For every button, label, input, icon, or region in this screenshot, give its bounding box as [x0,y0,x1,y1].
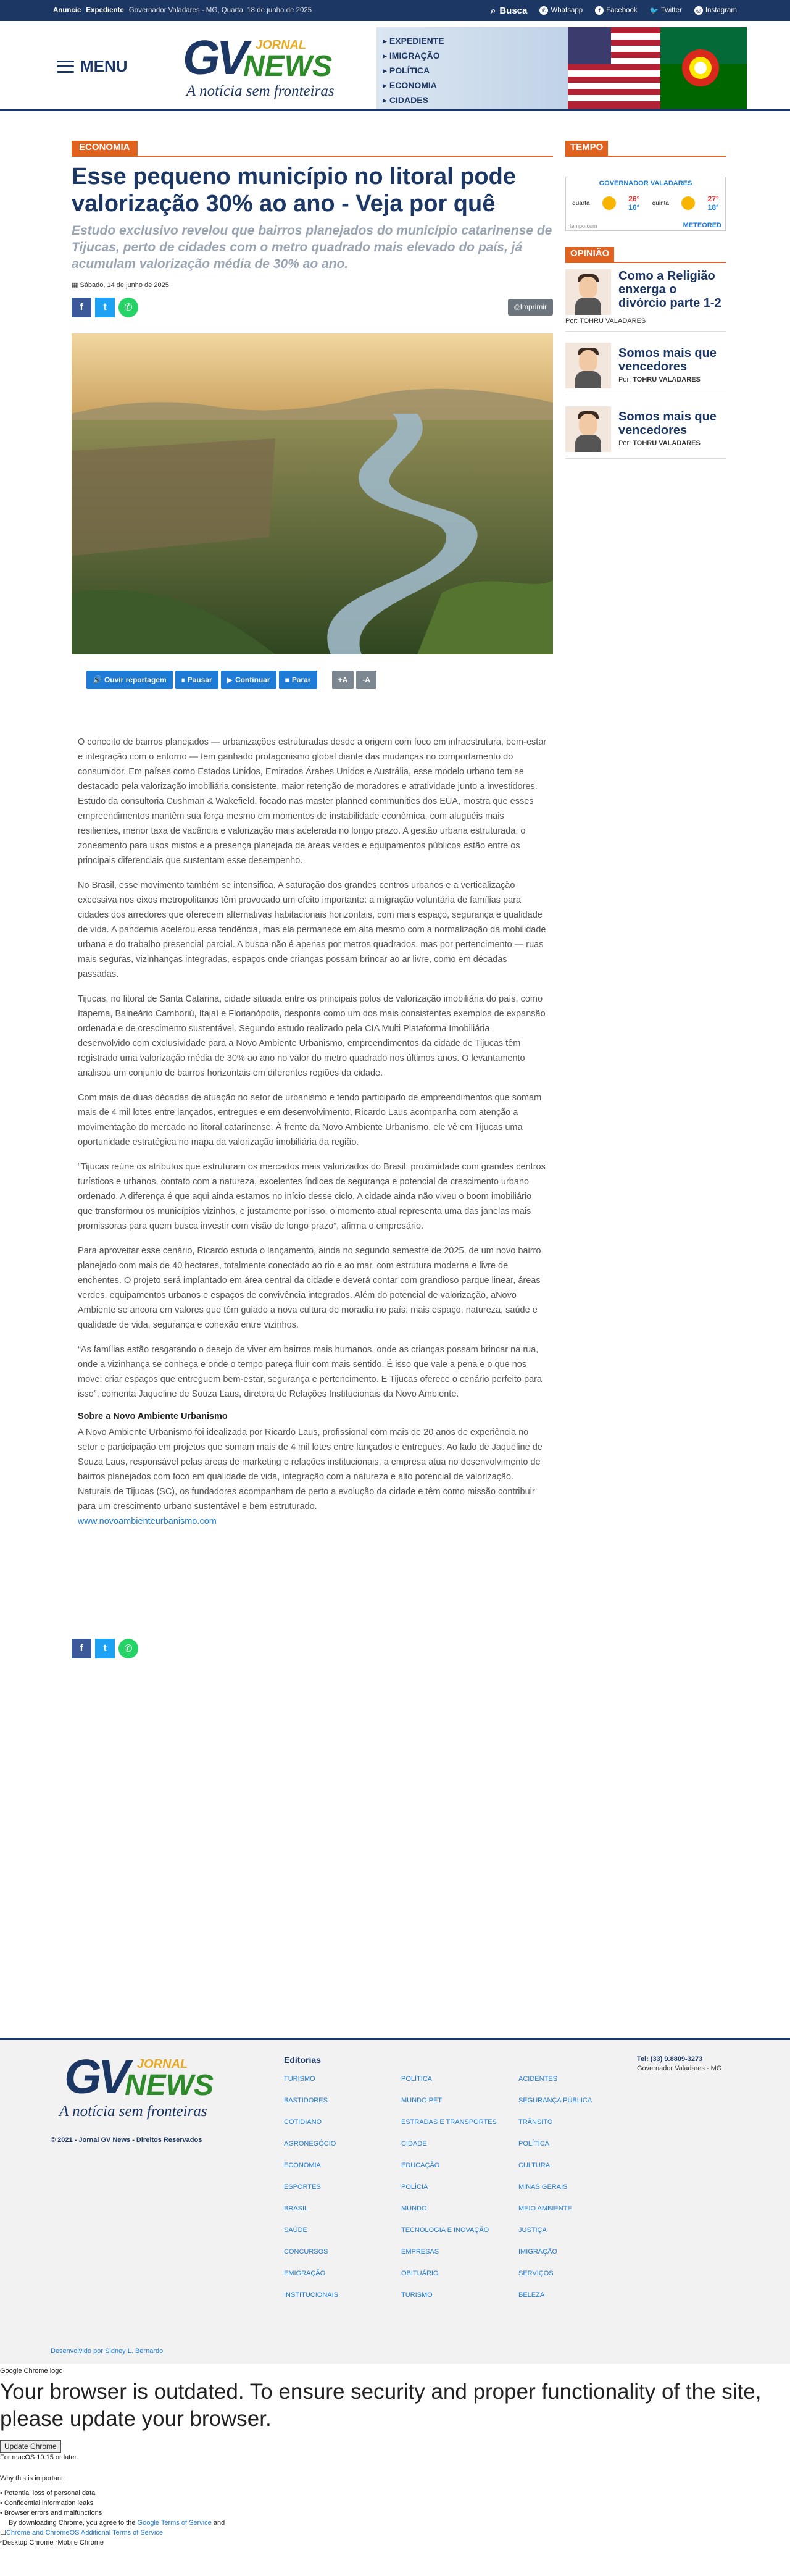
editoria-link[interactable]: AGRONEGÓCIO [284,2140,336,2147]
editorias-heading: Editorias [284,2055,321,2065]
whatsapp-icon: ✆ [124,1644,133,1654]
divider [565,458,726,459]
twitter-icon: t [103,1643,107,1654]
font-increase-button[interactable]: +A [332,671,354,689]
editoria-link[interactable]: CONCURSOS [284,2248,328,2256]
site-header [0,21,790,111]
editoria-link[interactable]: EDUCAÇÃO [401,2162,440,2169]
print-button[interactable]: ⎙Imprimir [508,299,553,316]
editoria-link[interactable]: BELEZA [518,2291,545,2299]
banner-link[interactable]: ▸ CIDADES [383,93,444,107]
opinion-title[interactable]: Somos mais que vencedores [618,346,717,374]
image-placeholder-icon: ▫ [55,2539,58,2546]
category-badge[interactable]: ECONOMIA [72,141,138,156]
temp-min: 16° [628,203,640,212]
reason-item: • Browser errors and malfunctions [0,2509,102,2517]
stop-button[interactable]: ■ Parar [279,671,317,689]
share-facebook-button[interactable] [72,1639,91,1658]
chrome-terms-link[interactable]: Chrome and ChromeOS Additional Terms of Service [6,2529,164,2536]
editoria-link[interactable]: IMIGRAÇÃO [518,2248,557,2256]
calendar-icon: ▦ [72,282,78,289]
weather-brand: METEORED [683,222,721,229]
audio-controls [72,671,553,689]
instagram-icon: ◎ [694,6,703,15]
opinion-item[interactable] [565,269,726,315]
editoria-link[interactable]: BASTIDORES [284,2097,328,2104]
weather-widget[interactable] [565,177,726,231]
article-paragraph: Para aproveitar esse cenário, Ricardo estuda o lançamento, ainda no segundo semestre de 2025, de um novo bairro planejado com mais de 40 hectares, totalmente conectado ao rio e ao mar, com estrutura moderna e livre de enchentes. O projeto será implantado em área central da cidade e deverá contar com grandioso parque linear, áreas verdes, equipamentos urbanos e espaços de convivência integrados. Além do potencial de valorização, aNovo Ambiente se ancora em valores que têm guiado a nova cultura de moradia no país: mais espaço, natureza, saúde e qualidade de vida, segurança e conexão entre vizinhos. [78,1246,541,1330]
editoria-link[interactable]: ESTRADAS E TRANSPORTES [401,2118,497,2126]
banner-link[interactable]: ▸ IMIGRAÇÃO [383,48,444,63]
opinion-title[interactable]: Como a Religião enxerga o divórcio parte 1-2 [618,269,721,310]
banner-link[interactable]: ▸ POLÍTICA [383,63,444,78]
temp-max: 27° [707,194,719,203]
twitter-icon: 🐦 [649,7,659,15]
opinion-divider [565,262,726,263]
opinion-item[interactable] [565,406,726,452]
chrome-logo-alt: Google Chrome logo [0,2367,63,2375]
weather-source: tempo.com [570,223,597,229]
facebook-icon: f [80,302,83,312]
sun-icon [602,196,616,210]
os-requirement: For macOS 10.15 or later. [0,2454,78,2461]
article-paragraph: Com mais de duas décadas de atuação no setor de urbanismo e tendo participado de empreendimentos que somam mais de 4 mil lotes entre lançados, entregues e em desenvolvimento, Ricardo Laus acompanha com atenção a movimentação do mercado no litoral catarinense. À frente da Novo Ambiente Urbanismo, ele vê em Tijucas uma oportunidade estratégica no mapa da valorização imobiliária da região. [78,1093,542,1147]
editoria-link[interactable]: TRÂNSITO [518,2118,553,2126]
share-whatsapp-button[interactable] [118,298,138,317]
editoria-link[interactable]: EMIGRAÇÃO [284,2270,326,2277]
stop-icon: ■ [285,675,289,684]
aerial-landscape-illustration [72,333,553,654]
editoria-link[interactable]: INSTITUCIONAIS [284,2291,339,2299]
hamburger-icon [57,61,74,73]
image-placeholder-icon: ▫ [0,2539,2,2546]
share-twitter-button[interactable] [95,1639,115,1658]
facebook-link[interactable]: f Facebook [595,6,638,15]
editoria-link[interactable]: SEGURANÇA PÚBLICA [518,2097,592,2104]
editoria-link[interactable]: ACIDENTES [518,2075,557,2083]
editorias-grid [284,2072,605,2310]
terms-text: By downloading Chrome, you agree to the Google Terms of Service and [9,2519,225,2527]
whatsapp-icon: ✆ [539,6,548,15]
opinion-author: Por: TOHRU VALADARES [618,440,701,447]
terms-text [0,2528,790,2538]
article-paragraph: No Brasil, esse movimento também se intensifica. A saturação dos grandes centros urbanos e a verticalização excessiva nos eixos metropolitanos têm provocado um efeito importante: a migração voluntária de famílias para cidades dos arredores que oferecem alternativas habitacionais horizontais, com mais espaço, segurança e qualidade de vida. A pandemia acelerou essa tendência, mas ela permanece em alta mesmo com a normalização da mobilidade urbana e do trabalho presencial parcial. A busca não é apenas por metros quadrados, mas por pertencimento — ruas mais seguras, vizinhanças integradas, espaços onde crianças possam brincar ao ar livre, como em décadas passadas. [78,880,546,979]
about-heading: Sobre a Novo Ambiente Urbanismo [78,1411,228,1421]
reason-item: • Confidential information leaks [0,2499,94,2507]
search-button[interactable]: ⌕ Busca [490,5,528,16]
article-paragraph: O conceito de bairros planejados — urbanizações estruturadas desde a origem com foco em infraestrutura, bem-estar e integração com o entorno — tem ganhado protagonismo global diante das mudanças no comportamento do consumidor. Em países como Estados Unidos, Emirados Árabes Unidos e Austrália, esse modelo urbano tem se destacado pela valorização imobiliária consistente, maior retenção de moradores e atratividade junto a investidores. Estudo da consultoria Cushman & Wakefield, focado nas master planned communities dos EUA, mostra que esses empreendimentos mantêm sua força mesmo em momentos de instabilidade econômica, com aluguéis mais resilientes, menor taxa de vacância e valorização mais acelerada no longo prazo. A gestão urbana estruturada, o zoneamento para usos mistos e a presença planejada de áreas verdes e equipamentos públicos estão entre os principais diferenciais que sustentam esse desempenho. [78,737,547,866]
whatsapp-icon: ✆ [124,303,133,313]
weather-heading: TEMPO [565,141,608,156]
flags-image [568,27,747,109]
site-logo[interactable]: GV JORNAL NEWS A notícia sem fronteiras [183,30,335,99]
article-column [72,141,553,1658]
pause-icon: ⏸ [181,675,185,684]
developer-credit[interactable]: Desenvolvido por Sidney L. Bernardo [51,2348,164,2355]
editoria-link[interactable]: SERVIÇOS [518,2270,554,2277]
about-paragraph: A Novo Ambiente Urbanismo foi idealizada por Ricardo Laus, profissional com mais de 20 anos de experiência no setor e participação em projetos que somam mais de 4 mil lotes entre lançados e entregues. Ao lado de Jaqueline de Souza Laus, responsável pelas áreas de marketing e relações institucionais, a empresa atua no desenvolvimento de bairros planejados com foco em qualidade de vida, integração com a natureza e alto potencial de valorização. Naturais de Tijucas (SC), os fundadores acompanham de perto a evolução da cidade e têm como missão contribuir para um crescimento urbano sustentável e bem estruturado. [78,1428,543,1512]
chrome-images-alt: ▫Desktop Chrome ▫Mobile Chrome [0,2539,104,2546]
article-hero-image [72,333,553,654]
article-subtitle: Estudo exclusivo revelou que bairros planejados do município catarinense de Tijucas, perto de cidades com o metro quadrado mais elevado do país, já acumulam valorização média de 30% ao ano. [72,224,552,271]
editoria-link[interactable]: JUSTIÇA [518,2227,547,2234]
weather-city: GOVERNADOR VALADARES [599,180,692,187]
opinion-author: Por: TOHRU VALADARES [618,376,701,383]
outdated-browser-notice [0,2366,790,2548]
editoria-link[interactable]: CULTURA [518,2162,551,2169]
editoria-link[interactable]: BRASIL [284,2205,309,2212]
company-website-link[interactable]: www.novoambienteurbanismo.com [78,1516,217,1526]
banner-links [383,33,444,107]
opinion-author: Por: TOHRU VALADARES [565,317,646,325]
why-heading: Why this is important: [0,2475,65,2482]
update-chrome-button[interactable]: Update Chrome [0,2440,61,2453]
author-avatar [565,269,611,315]
footer-city: Governador Valadares - MG [637,2065,722,2072]
editoria-link[interactable]: ECONOMIA [284,2162,321,2169]
twitter-icon: t [103,302,107,312]
editoria-link[interactable]: EMPRESAS [401,2248,439,2256]
share-twitter-button[interactable] [95,298,115,317]
facebook-icon: f [80,1643,83,1654]
editoria-link[interactable]: OBITUÁRIO [401,2270,439,2277]
google-terms-link[interactable]: Google Terms of Service [137,2519,212,2527]
editoria-link[interactable]: POLÍTICA [518,2140,550,2147]
location-date: Governador Valadares - MG, Quarta, 18 de junho de 2025 [128,7,312,14]
temp-min: 18° [707,203,719,212]
author-avatar [565,343,611,388]
divider [565,331,726,332]
article-paragraph: Tijucas, no litoral de Santa Catarina, cidade situada entre os principais polos de valorização imobiliária do país, como Itapema, Balneário Camboriú, Itajaí e Florianópolis, desponta como um dos mais consistentes exemplos de expansão ordenada e de crescimento sustentável. Segundo estudo realizado pela CIA Multi Plataforma Imobiliária, desenvolvido com exclusividade para a Novo Ambiente Urbanismo, empreendimentos da cidade de Tijucas têm registrado uma valorização média de 30% ao ano no valor do metro quadrado nos últimos anos. O levantamento analisou um conjunto de bairros horizontais em diferentes regiões da cidade. [78,994,546,1078]
editoria-link[interactable]: COTIDIANO [284,2118,322,2126]
play-icon: ▶ [227,675,233,684]
category-divider [72,156,553,157]
editoria-link[interactable]: SAÚDE [284,2227,307,2234]
footer-contact [637,2055,721,2073]
top-bar [0,0,790,21]
weather-divider [565,156,726,157]
instagram-link[interactable]: ◎ Instagram [694,6,737,15]
banner-link[interactable]: ▸ ECONOMIA [383,78,444,93]
reason-item: • Potential loss of personal data [0,2490,96,2497]
printer-icon: ⎙ [514,303,520,311]
editoria-link[interactable]: POLÍTICA [401,2075,433,2083]
footer-phone: Tel: (33) 9.8809-3273 [637,2055,703,2063]
editoria-link[interactable]: TURISMO [401,2291,433,2299]
editoria-link[interactable]: TURISMO [284,2075,315,2083]
article-title: Esse pequeno município no litoral pode valorização 30% ao ano - Veja por quê [72,164,516,217]
header-banner [376,27,747,109]
whatsapp-link[interactable]: ✆ Whatsapp [539,6,583,15]
footer-logo[interactable]: GV JORNAL NEWS A notícia sem fronteiras [59,2049,214,2120]
site-footer [0,2038,790,2364]
editoria-link[interactable]: MEIO AMBIENTE [518,2205,572,2212]
editoria-link[interactable]: MUNDO PET [401,2097,442,2104]
twitter-link[interactable]: 🐦 Twitter [649,7,682,15]
sun-icon [681,196,695,210]
facebook-icon: f [595,6,604,15]
editoria-link[interactable]: ESPORTES [284,2183,321,2191]
share-facebook-button[interactable] [72,298,91,317]
pause-button[interactable]: ⏸ Pausar [175,671,218,689]
listen-button[interactable]: 🔊 Ouvir reportagem [86,671,173,689]
share-bar-bottom [72,1639,553,1658]
editoria-link[interactable]: MINAS GERAIS [518,2183,568,2191]
article-body [72,735,553,1526]
editoria-link[interactable]: POLÍCIA [401,2183,428,2191]
copyright: © 2021 - Jornal GV News - Direitos Reservados [51,2136,202,2144]
speaker-icon: 🔊 [93,675,102,684]
publish-date: ▦ Sábado, 14 de junho de 2025 [72,282,169,289]
temp-max: 26° [628,194,640,203]
font-decrease-button[interactable]: -A [356,671,376,689]
author-avatar [565,406,611,452]
checkbox-icon: ☐ [0,2529,6,2536]
editoria-link[interactable]: MUNDO [401,2205,427,2212]
opinion-heading: OPINIÃO [565,247,614,262]
banner-link[interactable]: ▸ EXPEDIENTE [383,33,444,48]
weather-day: quarta [572,199,590,207]
editoria-link[interactable]: CIDADE [401,2140,427,2147]
article-paragraph: “Tijucas reúne os atributos que estruturam os mercados mais valorizados do Brasil: proximidade com grandes centros turísticos e urbanos, contato com a natureza, excelentes índices de segurança e potencial de crescimento urbano ordenado. A diferença é que aqui ainda estamos no início desse ciclo. A cidade ainda não viveu o boom imobiliário que transformou os municípios vizinhos, e justamente por isso, o momento atual representa uma das janelas mais promissoras para quem busca investir com visão de longo prazo”, afirma o empresário. [78,1162,546,1231]
menu-button[interactable]: MENU [57,57,128,76]
outdated-headline: Your browser is outdated. To ensure security and proper functionality of the site, please update your browser. [0,2380,762,2431]
expedient-link[interactable]: Expediente [86,7,124,14]
search-icon: ⌕ [490,5,496,16]
editoria-link[interactable]: TECNOLOGIA E INOVAÇÃO [401,2227,489,2234]
share-bar [72,298,553,317]
opinion-item[interactable] [565,343,726,388]
share-whatsapp-button[interactable] [118,1639,138,1658]
sidebar [565,141,726,459]
article-paragraph: “As famílias estão resgatando o desejo de viver em bairros mais humanos, onde as crianças possam brincar na rua, onde a vizinhança se conheça e onde o tempo pareça fluir com mais sentido. É isso que vale a pena e o que nos move: criar espaços que entreguem bem-estar, segurança e pertencimento. E Tijucas oferece o cenário perfeito para isso”, comenta Jaqueline de Souza Laus, diretora de Relações Institucionais da Novo Ambiente. [78,1345,542,1399]
continue-button[interactable]: ▶ Continuar [221,671,276,689]
weather-day: quinta [652,199,669,207]
opinion-title[interactable]: Somos mais que vencedores [618,410,717,437]
announce-link[interactable]: Anuncie [53,7,81,14]
